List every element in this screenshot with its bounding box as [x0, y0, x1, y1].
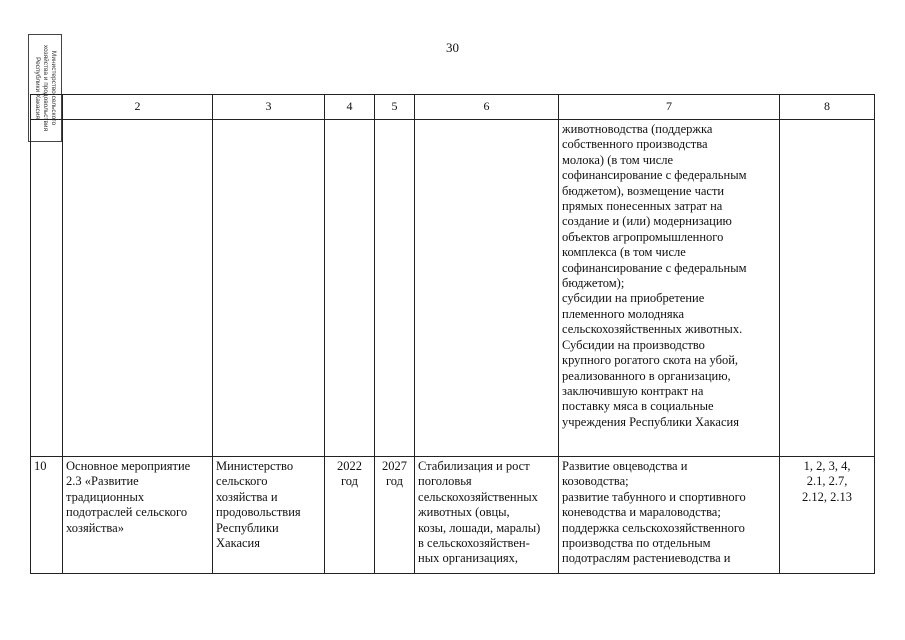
page-number: 30	[446, 40, 459, 55]
header-col-2: 2	[63, 95, 213, 120]
activities-cell: животноводства (поддержка собственного производства молока) (в том числе софинансирование с федеральным бюджетом), возмещение части прямых понесенных затрат на создание и (или) модернизацию объектов агропромышленного комплекса (в том числе софинансирование с федеральным бюджетом); субсидии на приобретение племенного молодняка сельскохозяйственных животных. Субсидии на производство крупного рогатого скота на убой, реализованного в организацию, заключившую контракт на поставку мяса в социальные учреждения Республики Хакасия	[559, 120, 780, 457]
header-col-6: 6	[415, 95, 559, 120]
program-table	[30, 94, 875, 574]
end-year-cell	[375, 120, 415, 457]
header-col-7: 7	[559, 95, 780, 120]
start-year-cell	[325, 120, 375, 457]
table-row	[31, 457, 875, 574]
executor-cell	[213, 120, 325, 457]
activities-cell: Развитие овцеводства и козоводства; развитие табунного и спортивного коневодства и мараловодства; поддержка сельскохозяйственного производства по отдельным подотраслям растениеводства и	[559, 457, 780, 574]
stamp-text: Министерство сельского хозяйства и продовольствия Республики Хакасия	[34, 44, 57, 132]
indicators-cell	[780, 120, 875, 457]
header-col-8: 8	[780, 95, 875, 120]
expected-result-cell	[415, 120, 559, 457]
measure-name-cell: Основное мероприятие 2.3 «Развитие традиционных подотраслей сельского хозяйства»	[63, 457, 213, 574]
expected-result-cell: Стабилизация и рост поголовья сельскохозяйственных животных (овцы, козы, лошади, маралы) в сельскохозяйствен- ных организациях,	[415, 457, 559, 574]
header-col-5: 5	[375, 95, 415, 120]
table-header-row	[31, 95, 875, 120]
table-row	[31, 120, 875, 457]
header-col-4: 4	[325, 95, 375, 120]
row-number-cell: 10	[31, 457, 63, 574]
header-col-3: 3	[213, 95, 325, 120]
executor-cell: Министерство сельского хозяйства и продовольствия Республики Хакасия	[213, 457, 325, 574]
header-col-1	[31, 95, 63, 120]
start-year-cell: 2022 год	[325, 457, 375, 574]
row-number-cell	[31, 120, 63, 457]
indicators-cell: 1, 2, 3, 4, 2.1, 2.7, 2.12, 2.13	[780, 457, 875, 574]
measure-name-cell	[63, 120, 213, 457]
end-year-cell: 2027 год	[375, 457, 415, 574]
